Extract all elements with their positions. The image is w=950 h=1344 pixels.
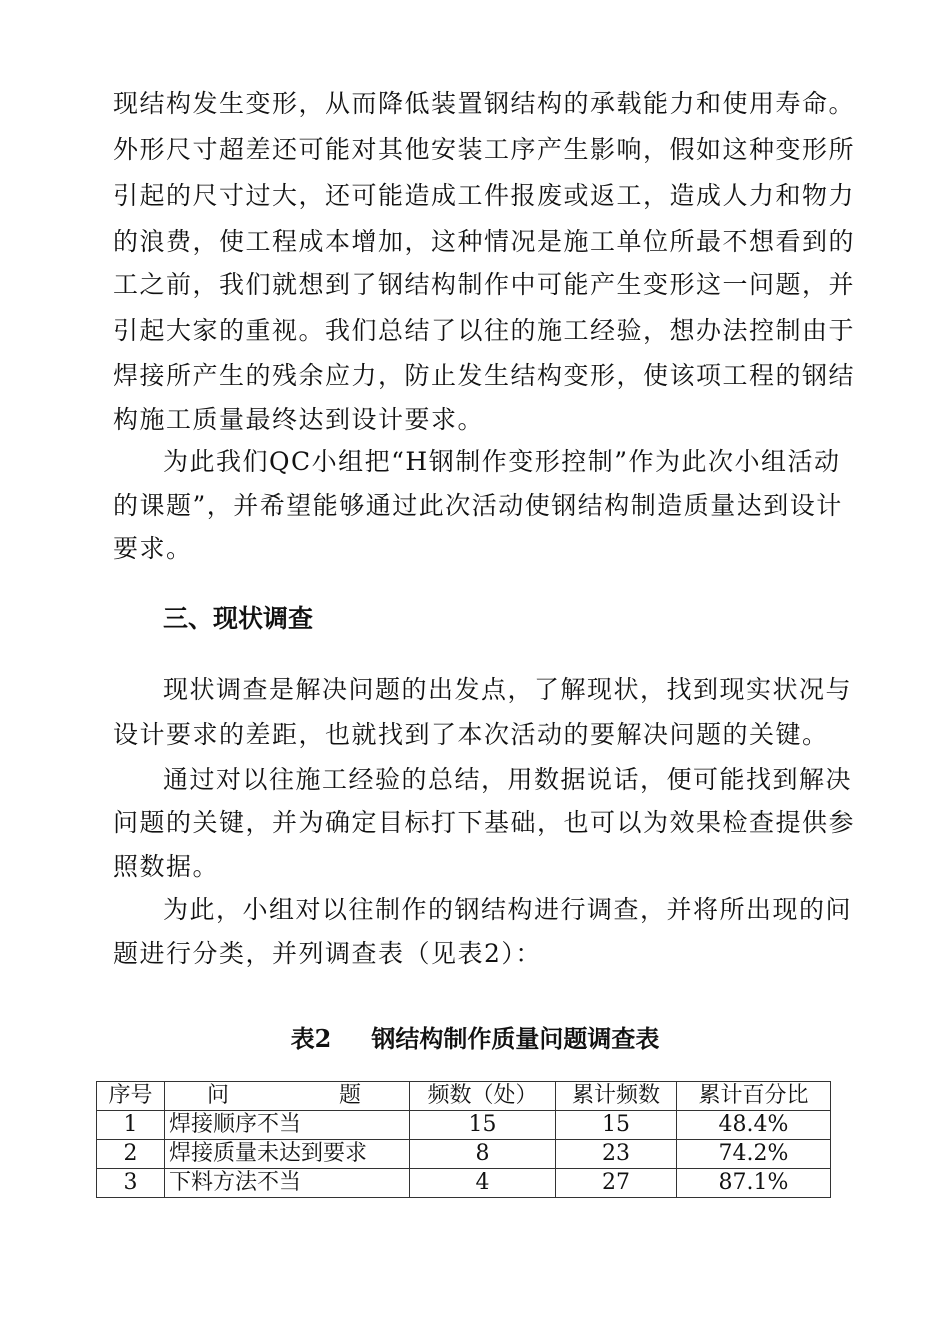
- header-problem-b: 题: [339, 1083, 362, 1108]
- cell-problem: 下料方法不当: [165, 1169, 410, 1198]
- cell-cumulative-pct: 74.2%: [677, 1140, 831, 1169]
- header-problem-a: 问: [207, 1083, 230, 1108]
- body-text-line: 为此我们QC小组把“H钢制作变形控制”作为此次小组活动: [163, 447, 841, 476]
- cell-frequency: 8: [410, 1140, 556, 1169]
- body-text-line: 现状调查是解决问题的出发点，了解现状，找到现实状况与: [163, 675, 853, 704]
- body-text-line: 为此，小组对以往制作的钢结构进行调查，并将所出现的问: [163, 895, 853, 924]
- body-text-line: 题进行分类，并列调查表（见表2）：: [113, 939, 542, 968]
- cell-no: 3: [97, 1169, 165, 1198]
- body-text-line: 工之前，我们就想到了钢结构制作中可能产生变形这一问题，并: [113, 270, 856, 299]
- table-header-row: [97, 1082, 831, 1111]
- cell-cumulative-pct: 87.1%: [677, 1169, 831, 1198]
- header-cumulative-pct: 累计百分比: [677, 1082, 831, 1111]
- body-text-line: 引起大家的重视。我们总结了以往的施工经验，想办法控制由于: [113, 316, 856, 345]
- header-frequency: 频数（处）: [410, 1082, 556, 1111]
- body-text-line: 要求。: [113, 534, 193, 563]
- body-text-line: 现结构发生变形，从而降低装置钢结构的承载能力和使用寿命。: [113, 89, 856, 118]
- cell-frequency: 15: [410, 1111, 556, 1140]
- body-text-line: 的课题”，并希望能够通过此次活动使钢结构制造质量达到设计: [113, 491, 843, 520]
- table-caption-title: 钢结构制作质量问题调查表: [371, 1024, 660, 1053]
- body-text-line: 照数据。: [113, 852, 220, 881]
- table-row: [97, 1140, 831, 1169]
- body-text-line: 外形尺寸超差还可能对其他安装工序产生影响，假如这种变形所: [113, 135, 856, 164]
- cell-problem: 焊接质量未达到要求: [165, 1140, 410, 1169]
- body-text-line: 问题的关键，并为确定目标打下基础，也可以为效果检查提供参: [113, 808, 856, 837]
- section-heading: 三、现状调查: [163, 604, 314, 633]
- cell-cumulative-pct: 48.4%: [677, 1111, 831, 1140]
- table-caption: [0, 1022, 950, 1056]
- body-text-line: 引起的尺寸过大，还可能造成工件报废或返工，造成人力和物力: [113, 181, 856, 210]
- table-row: [97, 1169, 831, 1198]
- body-text-line: 构施工质量最终达到设计要求。: [113, 405, 485, 434]
- header-problem: [165, 1082, 410, 1111]
- header-cumulative: 累计频数: [556, 1082, 677, 1111]
- body-text-line: 焊接所产生的残余应力，防止发生结构变形，使该项工程的钢结: [113, 361, 856, 390]
- cell-no: 1: [97, 1111, 165, 1140]
- cell-frequency: 4: [410, 1169, 556, 1198]
- cell-cumulative: 27: [556, 1169, 677, 1198]
- body-text-line: 设计要求的差距，也就找到了本次活动的要解决问题的关键。: [113, 720, 829, 749]
- header-no: 序号: [97, 1082, 165, 1111]
- quality-survey-table: [96, 1081, 831, 1198]
- cell-cumulative: 23: [556, 1140, 677, 1169]
- body-text-line: 通过对以往施工经验的总结，用数据说话，便可能找到解决: [163, 765, 853, 794]
- cell-cumulative: 15: [556, 1111, 677, 1140]
- cell-no: 2: [97, 1140, 165, 1169]
- cell-problem: 焊接顺序不当: [165, 1111, 410, 1140]
- table-caption-label: 表2: [290, 1024, 332, 1053]
- body-text-line: 的浪费，使工程成本增加，这种情况是施工单位所最不想看到的: [113, 227, 856, 256]
- table-row: [97, 1111, 831, 1140]
